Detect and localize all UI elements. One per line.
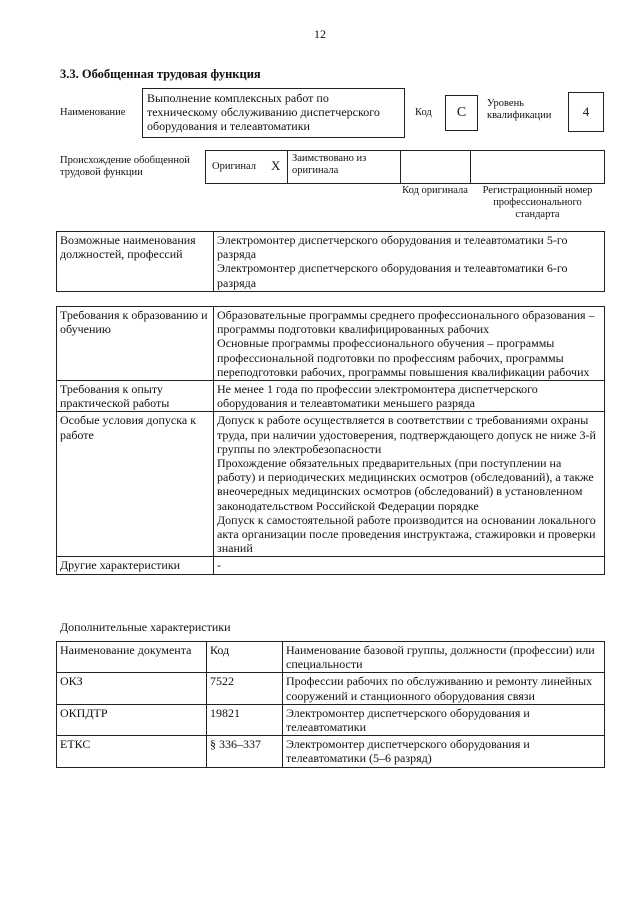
original-label: Оригинал xyxy=(212,161,256,172)
doc-cell: ОКПДТР xyxy=(57,704,207,735)
positions-table xyxy=(56,231,605,292)
requirement-label: Требования к образованию и обучению xyxy=(57,307,214,381)
requirement-values xyxy=(214,307,605,381)
code-value: C xyxy=(456,105,467,120)
requirement-line: Допуск к работе осуществляется в соответствии с требованиями охраны труда, при наличии удостоверения, подтверждающего допуск не ниже 3-й группы по электробезопасности xyxy=(217,413,596,456)
table-row xyxy=(57,704,605,735)
borrowed-label: Заимствовано из оригинала xyxy=(292,153,367,176)
code-cell: § 336–337 xyxy=(207,736,283,767)
code-value-box xyxy=(445,95,478,131)
requirement-label: Требования к опыту практической работы xyxy=(57,381,214,412)
code-cell: 7522 xyxy=(207,673,283,704)
level-label: Уровень квалификации xyxy=(487,98,552,121)
requirement-line: Образовательные программы среднего профессионального образования – программы подготовки квалифицированных рабочих xyxy=(217,308,595,337)
page-number: 12 xyxy=(314,27,326,41)
name-label: Наименование xyxy=(60,107,126,118)
requirements-table xyxy=(56,306,605,575)
additional-title: Дополнительные характеристики xyxy=(60,620,231,634)
requirement-values xyxy=(214,381,605,412)
requirement-line: Не менее 1 года по профессии электромонтера диспетчерского оборудования и телеавтоматики меньшего разряда xyxy=(217,382,538,411)
doc-cell: ОКЗ xyxy=(57,673,207,704)
name-value-box xyxy=(142,88,405,138)
requirement-label: Особые условия допуска к работе xyxy=(57,412,214,557)
origin-code-caption: Код оригинала xyxy=(402,185,468,196)
header-cell: Наименование документа xyxy=(57,642,207,673)
additional-header-row xyxy=(57,642,605,673)
requirement-line: Основные программы профессионального обучения – программы профессиональной подготовки по профессиям рабочих, программы переподготовки рабочих, программы повышения квалификации рабочих xyxy=(217,336,590,379)
origin-reg-caption: Регистрационный номер профессионального стандарта xyxy=(482,185,593,220)
origin-code-cell xyxy=(400,150,470,184)
name-value: Выполнение комплексных работ по техническому обслуживанию диспетчерского оборудования и телеавтоматики xyxy=(147,91,380,133)
code-label: Код xyxy=(415,107,432,118)
requirement-values xyxy=(214,412,605,557)
origin-original-cell xyxy=(205,150,287,184)
requirement-row-conditions xyxy=(57,412,605,557)
requirement-row-experience xyxy=(57,381,605,412)
original-mark: X xyxy=(271,158,281,173)
requirement-line: - xyxy=(217,558,221,573)
doc-cell: ЕТКС xyxy=(57,736,207,767)
code-cell: 19821 xyxy=(207,704,283,735)
name-cell: Электромонтер диспетчерского оборудования и телеавтоматики xyxy=(283,704,605,735)
position-line: Электромонтер диспетчерского оборудования и телеавтоматики 6-го разряда xyxy=(217,261,568,290)
requirement-line: Допуск к самостоятельной работе производится на основании локального акта организации после проведения инструктажа, стажировки и проверки знаний xyxy=(217,512,596,556)
name-cell: Электромонтер диспетчерского оборудования и телеавтоматики (5–6 разряд) xyxy=(283,736,605,767)
level-value: 4 xyxy=(582,104,590,119)
positions-row xyxy=(57,232,605,292)
origin-reg-cell xyxy=(470,150,605,184)
header-cell: Код xyxy=(207,642,283,673)
origin-table xyxy=(205,150,605,184)
section-title: 3.3. Обобщенная трудовая функция xyxy=(60,67,261,81)
additional-table xyxy=(56,641,605,768)
name-cell: Профессии рабочих по обслуживанию и ремонту линейных сооружений и станционного оборудования связи xyxy=(283,673,605,704)
positions-values xyxy=(214,232,605,292)
origin-label: Происхождение обобщенной трудовой функции xyxy=(60,155,190,178)
requirement-values xyxy=(214,557,605,574)
position-line: Электромонтер диспетчерского оборудования и телеавтоматики 5-го разряда xyxy=(217,233,568,262)
requirement-row-other xyxy=(57,557,605,574)
header-cell: Наименование базовой группы, должности (профессии) или специальности xyxy=(283,642,605,673)
level-value-box xyxy=(568,92,604,132)
origin-borrowed-cell xyxy=(287,150,400,184)
table-row xyxy=(57,736,605,767)
table-row xyxy=(57,673,605,704)
requirement-line: Прохождение обязательных предварительных (при поступлении на работу) и периодических медицинских осмотров (обследований), а также внеочередных медицинских осмотров (обследований) в установленном законодательством Российской Федерации порядке xyxy=(217,456,594,513)
requirement-label: Другие характеристики xyxy=(57,557,214,574)
requirement-row-education xyxy=(57,307,605,381)
positions-label: Возможные наименования должностей, профессий xyxy=(57,232,214,292)
